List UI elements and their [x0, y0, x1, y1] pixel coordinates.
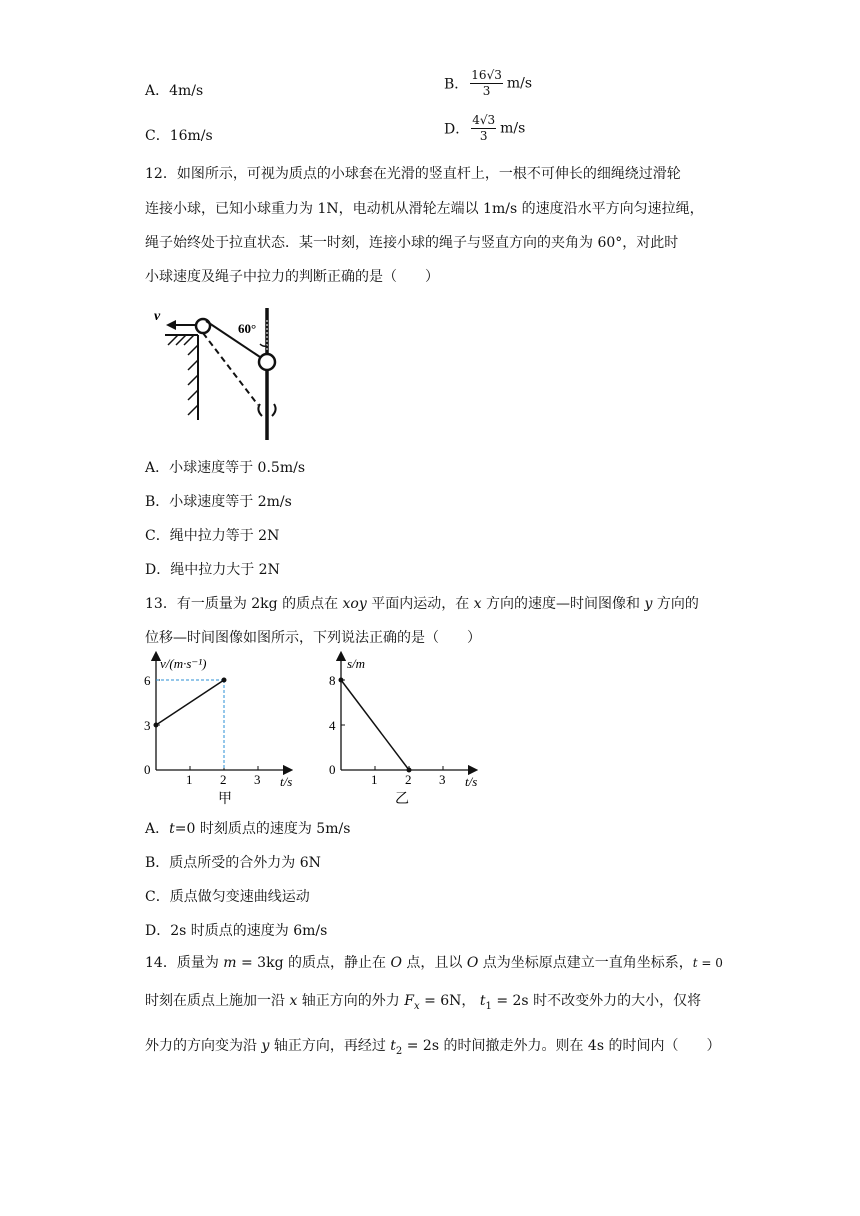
- chart-st: [325, 648, 495, 810]
- q12-option-a: A．小球速度等于 0.5m/s: [145, 460, 306, 476]
- x-axis-label: t/s: [465, 774, 478, 789]
- q12-stem-line3: 绳子始终处于拉直状态．某一时刻，连接小球的绳子与竖直方向的夹角为 60°，对此时: [145, 235, 679, 251]
- chart-vt: [140, 648, 310, 810]
- q13-stem-line2: 位移—时间图像如图所示，下列说法正确的是（ ）: [145, 630, 481, 646]
- data-point: [407, 768, 412, 773]
- tick-label: 0: [144, 762, 151, 777]
- tick-label: 3: [439, 772, 446, 787]
- q13-option-b: B．质点所受的合外力为 6N: [145, 855, 321, 871]
- tick-label: 6: [144, 673, 151, 688]
- q12-stem-line1: 12．如图所示，可视为质点的小球套在光滑的竖直杆上，一根不可伸长的细绳绕过滑轮: [145, 166, 681, 182]
- angle-label: 60°: [238, 321, 257, 336]
- q12-option-c: C．绳中拉力等于 2N: [145, 528, 280, 544]
- q13-option-a: A．t=0 时刻质点的速度为 5m/s: [145, 821, 351, 837]
- q12-option-d: D．绳中拉力大于 2N: [145, 562, 280, 578]
- chart-caption: 乙: [395, 792, 409, 807]
- q13-stem-line1: 13．有一质量为 2kg 的质点在 xoy 平面内运动，在 x 方向的速度—时间图像和 y 方向的: [145, 596, 699, 612]
- data-point: [222, 678, 227, 683]
- tick-label: 4: [329, 718, 336, 733]
- q11-option-c: C．16m/s: [145, 128, 213, 144]
- q12-stem-line4: 小球速度及绳子中拉力的判断正确的是（ ）: [145, 269, 439, 285]
- pulley-figure: [150, 300, 290, 445]
- q14-stem-line2: 时刻在质点上施加一沿 x 轴正方向的外力 $F_x = 6N$， $t_1 = 2s$ 时不改变外力的大小，仅将: [145, 993, 702, 1012]
- data-point: [154, 723, 159, 728]
- q11-option-b: B． $\frac{16√3}{3}$ m/s: [444, 68, 533, 98]
- tick-label: 3: [254, 772, 261, 787]
- velocity-arrow: [166, 320, 198, 330]
- q12-option-b: B．小球速度等于 2m/s: [145, 494, 292, 510]
- chart-caption: 甲: [218, 792, 232, 807]
- x-axis-label: t/s: [280, 774, 293, 789]
- fraction: $\frac{16√3}{3}$: [471, 68, 502, 98]
- y-axis-label: s/m: [347, 656, 366, 671]
- q13-option-d: D．2s 时质点的速度为 6m/s: [145, 923, 328, 939]
- q14-stem-line3: 外力的方向变为沿 y 轴正方向，再经过 $t_2 = 2s$ 的时间撤走外力。则在 4s 的时间内（ ）: [145, 1038, 721, 1057]
- ball: [259, 354, 275, 370]
- y-axis-label: v/(m·s⁻¹): [160, 656, 207, 671]
- tick-label: 3: [144, 718, 151, 733]
- series-line: [156, 680, 224, 725]
- velocity-label: v: [154, 309, 161, 324]
- fraction: $\frac{4√3}{3}$: [472, 113, 496, 143]
- tick-label: 8: [329, 673, 336, 688]
- q11-option-d: D． $\frac{4√3}{3}$ m/s: [444, 113, 526, 143]
- tick-label: 1: [371, 772, 378, 787]
- data-point: [339, 678, 344, 683]
- dashed-rope: [203, 333, 258, 405]
- tick-label: 2: [405, 772, 412, 787]
- wall-hatch: [165, 335, 198, 420]
- tick-label: 1: [186, 772, 193, 787]
- tick-label: 0: [329, 762, 336, 777]
- q14-stem-line1: 14．质量为 m = 3kg 的质点，静止在 O 点，且以 O 点为坐标原点建立一直角坐标系，t = 0: [145, 955, 723, 971]
- series-line: [341, 680, 409, 770]
- q11-option-a: A．4m/s: [145, 83, 204, 99]
- q12-stem-line2: 连接小球，已知小球重力为 1N，电动机从滑轮左端以 1m/s 的速度沿水平方向匀速拉绳，: [145, 201, 704, 217]
- tick-label: 2: [220, 772, 227, 787]
- q13-option-c: C．质点做匀变速曲线运动: [145, 889, 310, 905]
